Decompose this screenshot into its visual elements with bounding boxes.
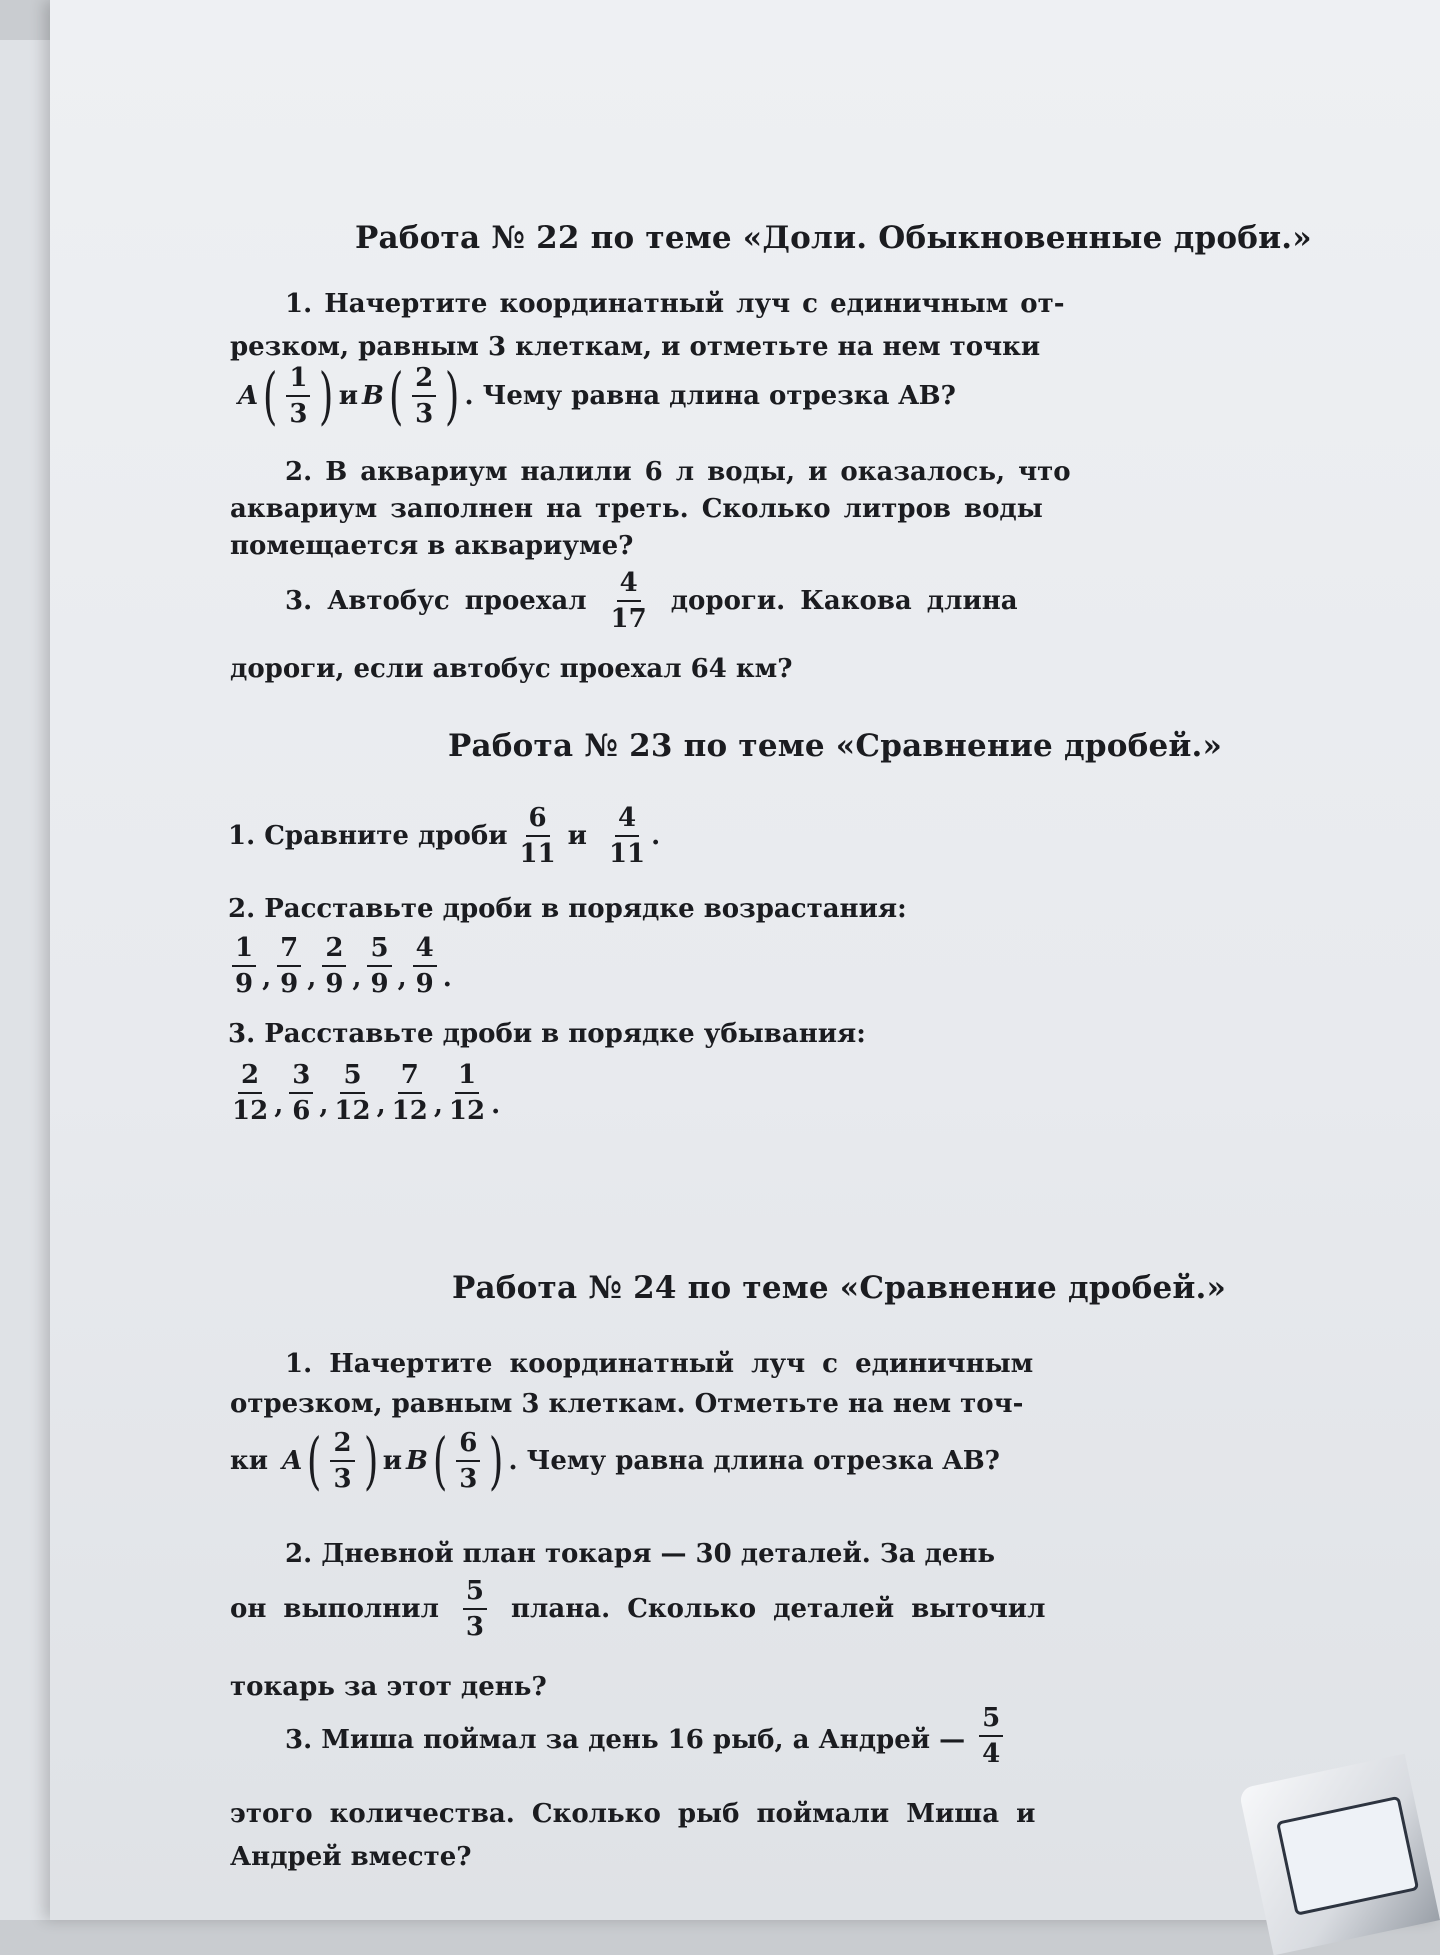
fraction: $\frac{3}{6}$	[289, 1062, 313, 1124]
fraction: $\frac{7}{12}$	[391, 1060, 428, 1126]
point-a-coordinate: ( $\frac{1}{3}$ )	[263, 359, 334, 432]
point-a-coordinate: ( $\frac{2}{3}$ )	[307, 1424, 378, 1497]
point-b-label: B	[361, 381, 384, 411]
work24-task3-line2: этого количества. Сколько рыб поймали Миша и	[230, 1799, 1036, 1829]
work23-task3-fractions: $\frac{2}{12}$ , $\frac{3}{6}$ , $\frac{5}{12}$ , $\frac{7}{12}$ , $\frac{1}{12}$ .	[232, 1060, 501, 1126]
fraction: $\frac{5}{3}$	[463, 1578, 487, 1640]
work22-task1-question: . Чему равна длина отрезка AB?	[464, 381, 956, 411]
fraction: $\frac{4}{9}$	[413, 935, 437, 997]
work24-task1-line3: ки A ( $\frac{2}{3}$ ) и B ( $\frac{6}{3}$ ) . Чему равна длина отрезка AB?	[230, 1424, 1000, 1497]
fraction: $\frac{2}{12}$	[232, 1060, 269, 1126]
fraction: $\frac{5}{9}$	[367, 935, 391, 997]
fraction: $\frac{7}{9}$	[277, 935, 301, 997]
work24-task2-line3: токарь за этот день?	[230, 1672, 547, 1702]
work24-task2-line2: он выполнил $\frac{5}{3}$ плана. Сколько деталей выточил	[230, 1576, 1046, 1642]
work22-task3-line2: дороги, если автобус проехал 64 км?	[230, 654, 793, 684]
work24-task1-question: . Чему равна длина отрезка AB?	[508, 1446, 1000, 1476]
and-word: и	[338, 381, 358, 411]
point-a-label: A	[282, 1446, 303, 1476]
work22-task1-line3	[238, 359, 956, 432]
fraction: $\frac{2}{9}$	[322, 935, 346, 997]
work24-task3-line1: 3. Миша поймал за день 16 рыб, а Андрей — $\frac{5}{4}$	[285, 1705, 1007, 1767]
work24-task3-line3: Андрей вместе?	[230, 1842, 472, 1872]
fraction: $\frac{4}{17}$	[610, 568, 647, 634]
work23-task2-text: 2. Расставьте дроби в порядке возрастания:	[228, 894, 907, 924]
fraction: $\frac{1}{12}$	[448, 1060, 486, 1126]
work22-task2-line1: 2. В аквариум налили 6 л воды, и оказалось, что	[285, 457, 1071, 487]
point-b-coordinate: ( $\frac{2}{3}$ )	[388, 359, 460, 432]
work23-title: Работа № 23 по теме «Сравнение дробей.»	[448, 728, 1223, 764]
work22-task1-line2: резком, равным 3 клеткам, и отметьте на нем точки	[230, 332, 1041, 362]
and-word: и	[382, 1446, 403, 1476]
work23-task3-text: 3. Расставьте дроби в порядке убывания:	[228, 1019, 866, 1049]
work24-title: Работа № 24 по теме «Сравнение дробей.»	[452, 1270, 1227, 1306]
work23-task1: 1. Сравните дроби $\frac{6}{11}$ и $\frac{4}{11}$ .	[228, 803, 661, 869]
fraction: $\frac{5}{4}$	[979, 1705, 1003, 1767]
work22-task2-line3: помещается в аквариуме?	[230, 531, 634, 561]
point-b-coordinate: ( $\frac{6}{3}$ )	[432, 1424, 504, 1497]
work24-task1-line1: 1. Начертите координатный луч с единичным	[285, 1349, 1034, 1379]
fraction: $\frac{1}{9}$	[232, 935, 256, 997]
point-b-label: B	[406, 1446, 429, 1476]
work24-task1-line2: отрезком, равным 3 клеткам. Отметьте на нем точ-	[230, 1389, 1024, 1419]
fraction: $\frac{6}{11}$	[519, 803, 556, 869]
point-a-label: A	[238, 381, 259, 411]
work23-task2-fractions: $\frac{1}{9}$ , $\frac{7}{9}$ , $\frac{2}{9}$ , $\frac{5}{9}$ , $\frac{4}{9}$ .	[228, 935, 454, 997]
work22-task3-line1: 3. Автобус проехал $\frac{4}{17}$ дороги. Какова длина	[285, 568, 1018, 634]
work22-task2-line2: аквариум заполнен на треть. Сколько литров воды	[230, 494, 1043, 524]
work22-task1-line1: 1. Начертите координатный луч с единичным от-	[285, 289, 1065, 319]
work22-title: Работа № 22 по теме «Доли. Обыкновенные дроби.»	[355, 220, 1312, 256]
fraction: $\frac{4}{11}$	[608, 803, 646, 869]
work24-task2-line1: 2. Дневной план токаря — 30 деталей. За день	[285, 1539, 996, 1569]
fraction: $\frac{5}{12}$	[334, 1060, 371, 1126]
